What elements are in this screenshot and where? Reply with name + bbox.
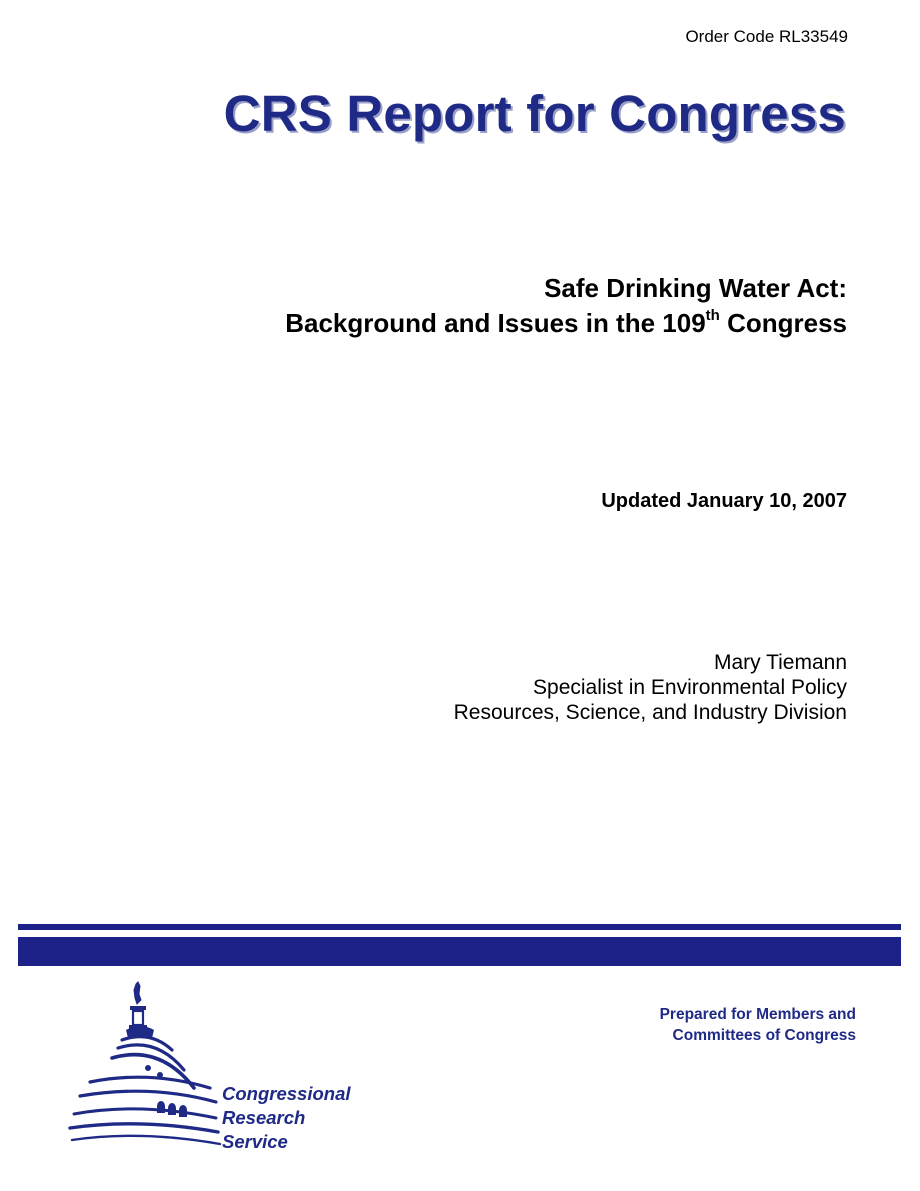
author-name: Mary Tiemann: [713, 651, 847, 674]
title-line2-prefix: Background and Issues in the 109: [285, 308, 706, 338]
prepared-line1: Prepared for Members and: [659, 1006, 856, 1023]
order-code: Order Code RL33549: [685, 27, 848, 46]
prepared-for-text: [660, 1004, 856, 1046]
report-title: [285, 271, 847, 341]
logo-line-research: Research: [222, 1107, 306, 1128]
author-block: [454, 650, 847, 725]
capitol-dome-icon: [60, 978, 230, 1163]
title-line2-suffix: Congress: [719, 308, 847, 338]
crs-logo: [60, 978, 380, 1163]
report-title-line1: Safe Drinking Water Act:: [544, 273, 847, 303]
logo-line-congressional: Congressional: [222, 1083, 351, 1104]
author-division: Resources, Science, and Industry Division: [453, 701, 847, 724]
divider-thin: [18, 924, 901, 930]
title-ordinal-suffix: th: [705, 307, 720, 324]
report-title-line2: [285, 306, 847, 341]
prepared-line2: Committees of Congress: [672, 1027, 856, 1044]
divider-thick: [18, 937, 901, 966]
author-position: Specialist in Environmental Policy: [533, 676, 847, 699]
logo-line-service: Service: [222, 1131, 288, 1152]
crs-logo-text: [222, 1082, 351, 1154]
masthead-title: CRS Report for Congress: [223, 85, 846, 142]
updated-date: Updated January 10, 2007: [601, 490, 847, 512]
